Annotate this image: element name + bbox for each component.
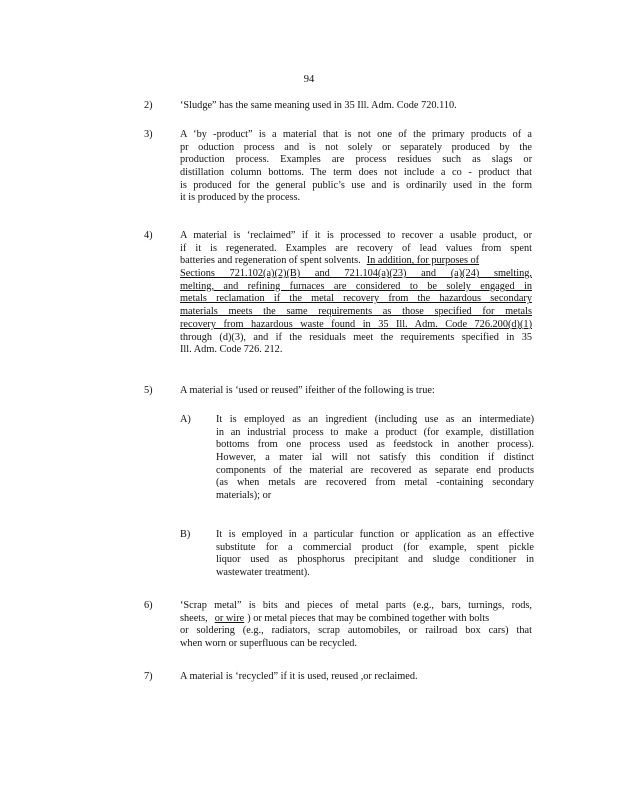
- text-line: pr oduction process and is not solely or separately produced by the: [180, 141, 532, 153]
- text-line: It is employed in a particular function or application as an effective: [216, 529, 534, 540]
- subitem-number: A): [180, 414, 191, 425]
- text-line: (as when metals are recovered from metal -containing secondary: [216, 477, 534, 489]
- inserted-text-line: Sections 721.102(a)(2)(B) and 721.104(a)(23) and (a)(24) smelting,: [180, 268, 532, 280]
- inserted-text-line: melting, and refining furnaces are considered to be solely engaged in: [180, 280, 532, 292]
- text-line: in an industrial process to make a product (for example, distillation: [216, 426, 534, 438]
- text-line: A ‘by -product” is a material that is not one of the primary products of a: [180, 129, 532, 140]
- text-line: or soldering (e.g., radiators, scrap automobiles, or railroad box cars) that: [180, 625, 532, 637]
- text-line: liquor used as phosphorus precipitant and sludge conditioner in: [216, 554, 534, 566]
- text-line: bottoms from one process used as feedstock in another process).: [216, 439, 534, 451]
- text-line: [180, 255, 532, 268]
- text-line: production process. Examples are process residues such as slags or: [180, 154, 532, 166]
- inserted-text-line: recovery from hazardous waste found in 35 Ill. Adm. Code 726.200(d)(1): [180, 318, 532, 330]
- text-line: if it is regenerated. Examples are recovery of lead values from spent: [180, 242, 532, 254]
- item-number: 4): [144, 230, 153, 241]
- text-line: distillation column bottoms. The term does not include a co - product that: [180, 167, 532, 179]
- text-line: However, a mater ial will not satisfy this condition if distinct: [216, 452, 534, 464]
- text-line: A material is ‘recycled” if it is used, reused ,or reclaimed.: [180, 671, 418, 682]
- text-line: [180, 613, 532, 626]
- inserted-text: In addition, for purposes of: [366, 255, 480, 267]
- item-number: 6): [144, 600, 153, 611]
- item-number: 3): [144, 129, 153, 140]
- text-line: through (d)(3), and if the residuals meet the requirements specified in 35: [180, 331, 532, 343]
- text-line: ‘Sludge” has the same meaning used in 35 Ill. Adm. Code 720.110.: [180, 100, 457, 111]
- text-line: ‘Scrap metal” is bits and pieces of metal parts (e.g., bars, turnings, rods,: [180, 600, 532, 611]
- page-number: 94: [303, 74, 315, 85]
- text-segment: ) or metal pieces that may be combined together with bolts: [247, 612, 490, 624]
- item-number: 7): [144, 671, 153, 682]
- inserted-text: or wire: [214, 612, 245, 624]
- subitem-number: B): [180, 529, 191, 540]
- text-line: when worn or superfluous can be recycled.: [180, 638, 357, 650]
- text-line: wastewater treatment).: [216, 567, 310, 579]
- inserted-text-line: metals reclamation if the metal recovery from the hazardous secondary: [180, 293, 532, 305]
- text-segment: sheets,: [180, 612, 208, 624]
- text-line: substitute for a commercial product (for example, spent pickle: [216, 541, 534, 553]
- text-line: Ill. Adm. Code 726. 212.: [180, 344, 283, 356]
- text-line: is produced for the general public’s use and is ordinarily used in the form: [180, 179, 532, 191]
- item-number: 5): [144, 385, 153, 396]
- text-segment: batteries and regeneration of spent solvents.: [180, 255, 361, 267]
- text-line: A material is ‘reclaimed” if it is processed to recover a usable product, or: [180, 230, 532, 241]
- text-line: materials); or: [216, 490, 272, 502]
- text-line: It is employed as an ingredient (including use as an intermediate): [216, 414, 534, 425]
- text-line: components of the material are recovered as separate end products: [216, 464, 534, 476]
- inserted-text-line: materials meets the same requirements as those specified for metals: [180, 306, 532, 318]
- text-line: A material is ‘used or reused” ifeither of the following is true:: [180, 385, 435, 396]
- item-number: 2): [144, 100, 153, 111]
- text-line: it is produced by the process.: [180, 192, 301, 204]
